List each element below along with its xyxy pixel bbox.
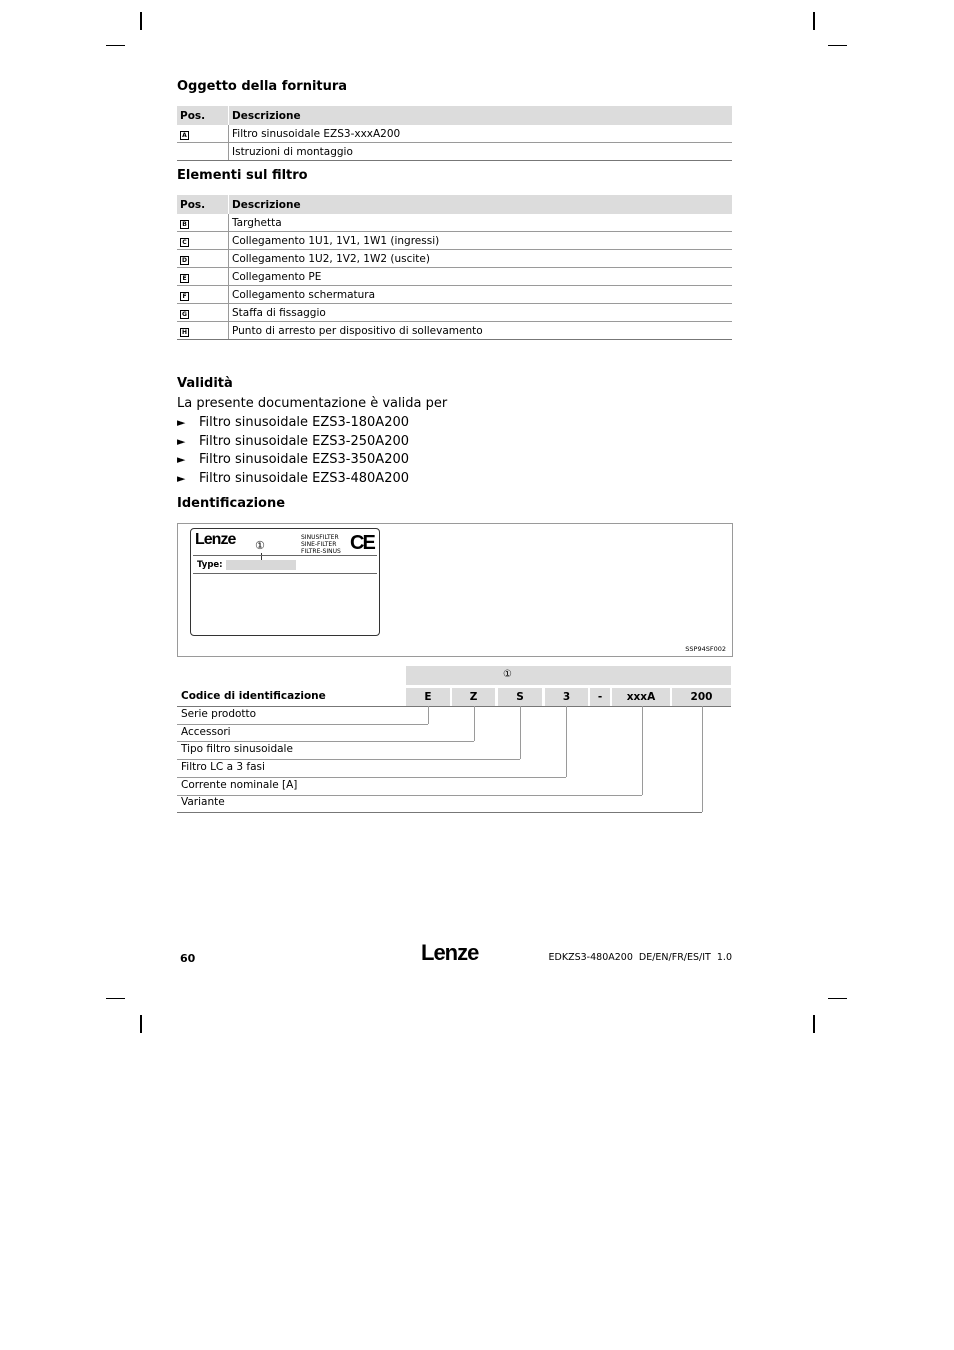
desc-cell: Punto di arresto per dispositivo di sollevamento (229, 322, 733, 340)
row-underline (177, 795, 642, 796)
code-segment: 200 (672, 688, 731, 706)
elements-table (177, 195, 732, 340)
pos-marker: D (180, 256, 189, 265)
code-row-label: Corrente nominale [A] (181, 779, 298, 791)
segment-connector (702, 706, 703, 812)
code-table-label: Codice di identificazione (181, 690, 326, 702)
table-row (177, 125, 732, 143)
pos-marker: H (181, 328, 188, 336)
segment-connector (428, 706, 429, 724)
row-underline (177, 777, 566, 778)
table-row (177, 268, 732, 286)
table-row (177, 286, 732, 304)
pos-marker: B (180, 220, 189, 229)
pos-cell (177, 304, 229, 322)
col-pos-header: Pos. (177, 195, 229, 214)
pos-cell (177, 143, 229, 161)
arrow-icon: ► (177, 434, 186, 448)
table-row (177, 232, 732, 250)
row-underline (177, 741, 474, 742)
desc-cell: Collegamento PE (229, 268, 733, 286)
crop-mark (106, 45, 125, 46)
pos-cell (177, 286, 229, 304)
code-segment: xxxA (612, 688, 670, 706)
callout-marker: ① (255, 539, 265, 552)
plate-divider (193, 573, 377, 574)
code-row-label: Accessori (181, 726, 231, 738)
crop-mark (106, 998, 125, 999)
desc-cell: Staffa di fissaggio (229, 304, 733, 322)
code-segment: S (498, 688, 542, 706)
row-underline (177, 724, 428, 725)
table-row (177, 143, 732, 161)
identification-title: Identificazione (177, 496, 286, 511)
pos-cell (177, 232, 229, 250)
pos-marker: C (180, 238, 189, 247)
product-line-3: FILTRE-SINUS (301, 548, 341, 555)
col-desc-header: Descrizione (229, 106, 733, 125)
list-item-label: Filtro sinusoidale EZS3-350A200 (199, 452, 410, 467)
list-item (177, 451, 409, 470)
code-row-label: Variante (181, 796, 225, 808)
pos-marker: E (180, 274, 189, 283)
arrow-icon: ► (177, 416, 186, 429)
list-item (177, 470, 409, 489)
figure-code: SSP94SF002 (685, 645, 726, 653)
table-header-row (177, 195, 732, 214)
doc-id: EDKZS3-480A200 DE/EN/FR/ES/IT 1.0 (548, 952, 732, 963)
segment-connector (520, 706, 521, 759)
crop-mark (813, 12, 815, 30)
pos-marker: G (180, 310, 189, 319)
pos-marker: A (180, 131, 189, 140)
supply-table (177, 106, 732, 161)
supply-section-title: Oggetto della fornitura (177, 79, 348, 94)
list-item-label: Filtro sinusoidale EZS3-250A200 (199, 433, 410, 449)
col-pos-header: Pos. (177, 106, 229, 125)
pos-marker: F (180, 292, 189, 301)
code-row-label: Filtro LC a 3 fasi (181, 761, 265, 773)
product-line-2: SINE-FILTER (301, 541, 337, 548)
pos-cell (177, 322, 229, 340)
type-label: Type: (197, 560, 223, 570)
crop-mark (140, 12, 142, 30)
list-item (177, 433, 409, 452)
validity-list (177, 414, 409, 488)
code-header-marker: ① (503, 669, 512, 680)
pos-cell (177, 250, 229, 268)
validity-intro: La presente documentazione è valida per (177, 396, 448, 411)
code-segment: 3 (545, 688, 588, 706)
nameplate (190, 528, 380, 636)
segment-connector (642, 706, 643, 795)
list-item-label: Filtro sinusoidale EZS3-180A200 (199, 415, 410, 430)
arrow-icon: ► (177, 453, 186, 466)
table-header-row (177, 106, 732, 125)
plate-divider (193, 555, 377, 556)
desc-cell: Istruzioni di montaggio (229, 143, 733, 161)
desc-cell: Collegamento 1U2, 1V2, 1W2 (uscite) (229, 250, 733, 268)
table-row (177, 214, 732, 232)
col-desc-header: Descrizione (229, 195, 733, 214)
page-number: 60 (180, 952, 196, 965)
crop-mark (828, 998, 847, 999)
list-item-label: Filtro sinusoidale EZS3-480A200 (199, 470, 410, 486)
pos-cell (177, 268, 229, 286)
footer-logo: Lenze (421, 940, 479, 965)
code-segment: Z (452, 688, 495, 706)
elements-section-title: Elementi sul filtro (177, 168, 308, 183)
list-item (177, 414, 409, 433)
table-rule (177, 706, 731, 707)
code-segment: E (406, 688, 450, 706)
nameplate-brand-logo: Lenze (195, 531, 236, 548)
crop-mark (140, 1015, 142, 1033)
validity-title: Validità (177, 376, 233, 391)
table-row (177, 250, 732, 268)
nameplate-figure (177, 523, 733, 657)
segment-connector (566, 706, 567, 777)
code-header-band (406, 666, 731, 685)
row-underline (177, 759, 520, 760)
type-value-field (226, 560, 296, 570)
desc-cell: Targhetta (229, 214, 733, 232)
ce-mark: CE (350, 532, 374, 554)
desc-cell: Collegamento schermatura (229, 286, 733, 304)
row-underline (177, 812, 702, 813)
product-line-1: SINUSFILTER (301, 534, 339, 541)
pos-cell (177, 125, 229, 143)
table-row (177, 304, 732, 322)
code-row-label: Serie prodotto (181, 708, 257, 720)
code-row-label: Tipo filtro sinusoidale (181, 743, 293, 755)
pos-cell (177, 214, 229, 232)
crop-mark (828, 45, 847, 46)
desc-cell: Collegamento 1U1, 1V1, 1W1 (ingressi) (229, 232, 733, 250)
segment-connector (474, 706, 475, 741)
code-segment: - (590, 688, 610, 706)
desc-cell: Filtro sinusoidale EZS3-xxxA200 (229, 125, 733, 143)
table-row (177, 322, 732, 340)
arrow-icon: ► (177, 471, 186, 485)
crop-mark (813, 1015, 815, 1033)
